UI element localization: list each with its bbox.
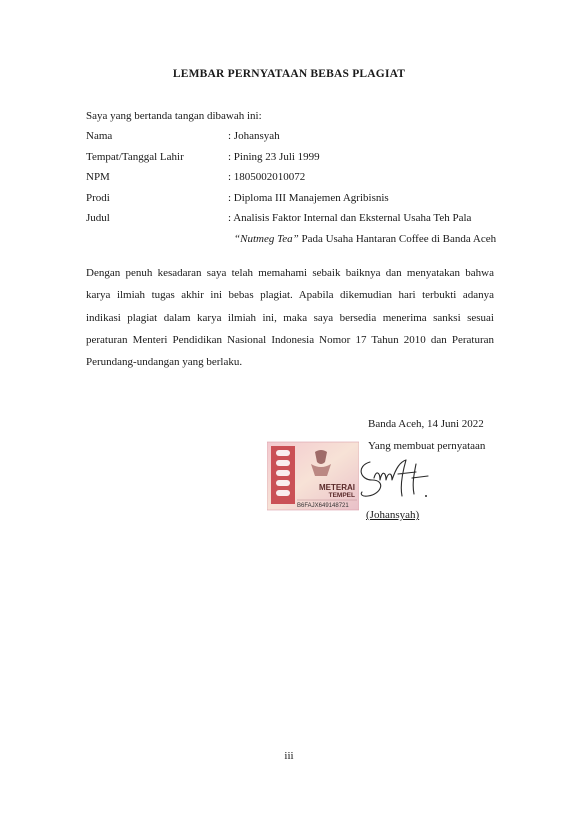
page-title: LEMBAR PERNYATAAN BEBAS PLAGIAT: [172, 68, 406, 80]
handwritten-signature: [352, 450, 432, 510]
statement-paragraph: [86, 262, 494, 373]
stamp-text-tempel: TEMPEL: [328, 492, 355, 499]
paragraph-line: Perundang-undangan yang berlaku.: [86, 356, 243, 369]
field-label-judul: Judul: [86, 212, 110, 224]
field-value-prodi: : Diploma III Manajemen Agribisnis: [228, 192, 389, 204]
stamp-serial: B6FAJX649148721: [297, 503, 349, 509]
paragraph-line: indikasi plagiat dalam karya ilmiah ini, maka saya bersedia menerima sanksi sesuai: [86, 311, 494, 324]
place-date: Banda Aceh, 14 Juni 2022: [368, 418, 484, 430]
signer-role: Yang membuat pernyataan: [368, 440, 486, 452]
field-value-judul: : Analisis Faktor Internal dan Eksternal Usaha Teh Pala: [228, 212, 472, 224]
intro-text: Saya yang bertanda tangan dibawah ini:: [86, 110, 262, 122]
field-label-nama: Nama: [86, 130, 113, 142]
field-value-ttl: : Pining 23 Juli 1999: [228, 151, 320, 163]
field-label-ttl: Tempat/Tanggal Lahir: [86, 151, 184, 163]
field-value-npm: : 1805002010072: [228, 171, 306, 183]
stamp-text-meterai: METERAI: [319, 483, 355, 492]
judul-italic-part: “Nutmeg Tea”: [234, 233, 299, 245]
field-value-nama: : Johansyah: [228, 130, 280, 142]
page-number: iii: [284, 750, 294, 762]
judul-rest-part: Pada Usaha Hantaran Coffee di Banda Aceh: [298, 233, 497, 245]
meterai-stamp-image: [267, 440, 359, 512]
paragraph-line: Dengan penuh kesadaran saya telah memahami sebaik baiknya dan menyatakan bahwa: [86, 267, 494, 279]
judul-continuation: [234, 233, 496, 245]
field-label-prodi: Prodi: [86, 192, 110, 204]
field-label-npm: NPM: [86, 171, 110, 183]
paragraph-line: karya ilmiah tugas akhir ini bebas plagiat. Apabila dikemudian hari terbukti adanya: [86, 289, 494, 302]
signer-name: (Johansyah): [366, 509, 420, 521]
paragraph-line: peraturan Menteri Pendidikan Nasional Indonesia Nomor 17 Tahun 2010 dan Peraturan: [86, 333, 494, 346]
